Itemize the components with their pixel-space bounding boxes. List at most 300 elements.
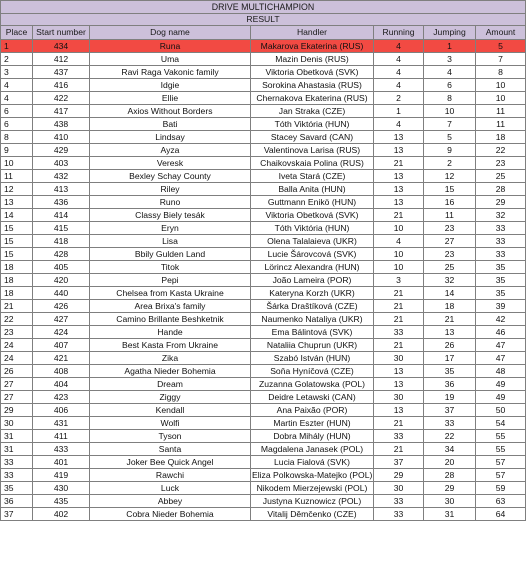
cell-amount: 55 — [476, 443, 526, 456]
cell-start-number: 410 — [33, 131, 90, 144]
cell-amount: 35 — [476, 261, 526, 274]
cell-start-number: 405 — [33, 261, 90, 274]
cell-place: 31 — [1, 430, 33, 443]
table-row — [1, 183, 526, 196]
cell-running: 13 — [374, 170, 424, 183]
cell-start-number: 403 — [33, 157, 90, 170]
cell-jumping: 3 — [424, 53, 476, 66]
cell-handler: Tóth Viktória (HUN) — [251, 222, 374, 235]
cell-jumping: 28 — [424, 469, 476, 482]
cell-amount: 39 — [476, 300, 526, 313]
table-row — [1, 209, 526, 222]
cell-dog-name: Lindsay — [90, 131, 251, 144]
cell-dog-name: Wolfi — [90, 417, 251, 430]
cell-dog-name: Lisa — [90, 235, 251, 248]
cell-dog-name: Ravi Raga Vakonic family — [90, 66, 251, 79]
table-row — [1, 92, 526, 105]
subtitle-row — [1, 14, 526, 26]
table-row — [1, 222, 526, 235]
cell-handler: Magdalena Janasek (POL) — [251, 443, 374, 456]
cell-running: 4 — [374, 235, 424, 248]
cell-jumping: 34 — [424, 443, 476, 456]
cell-amount: 32 — [476, 209, 526, 222]
cell-dog-name: Veresk — [90, 157, 251, 170]
cell-start-number: 430 — [33, 482, 90, 495]
cell-jumping: 17 — [424, 352, 476, 365]
cell-running: 30 — [374, 391, 424, 404]
table-row — [1, 417, 526, 430]
cell-dog-name: Cobra Nieder Bohemia — [90, 508, 251, 521]
cell-amount: 8 — [476, 66, 526, 79]
cell-running: 21 — [374, 443, 424, 456]
cell-jumping: 6 — [424, 79, 476, 92]
cell-handler: Soňa Hyníčová (CZE) — [251, 365, 374, 378]
cell-place: 26 — [1, 365, 33, 378]
table-row — [1, 248, 526, 261]
cell-jumping: 10 — [424, 105, 476, 118]
cell-start-number: 406 — [33, 404, 90, 417]
cell-dog-name: Zika — [90, 352, 251, 365]
cell-dog-name: Dream — [90, 378, 251, 391]
cell-running: 33 — [374, 326, 424, 339]
cell-start-number: 416 — [33, 79, 90, 92]
cell-handler: João Lameira (POR) — [251, 274, 374, 287]
cell-dog-name: Kendall — [90, 404, 251, 417]
cell-handler: Makarova Ekaterina (RUS) — [251, 40, 374, 53]
cell-running: 30 — [374, 482, 424, 495]
cell-running: 13 — [374, 183, 424, 196]
table-row — [1, 508, 526, 521]
cell-jumping: 2 — [424, 157, 476, 170]
cell-running: 4 — [374, 118, 424, 131]
cell-amount: 25 — [476, 170, 526, 183]
cell-dog-name: Riley — [90, 183, 251, 196]
cell-place: 27 — [1, 378, 33, 391]
cell-handler: Lucie Šárovcová (SVK) — [251, 248, 374, 261]
cell-amount: 11 — [476, 105, 526, 118]
cell-place: 8 — [1, 131, 33, 144]
cell-dog-name: Santa — [90, 443, 251, 456]
cell-amount: 11 — [476, 118, 526, 131]
cell-place: 2 — [1, 53, 33, 66]
cell-dog-name: Uma — [90, 53, 251, 66]
cell-start-number: 435 — [33, 495, 90, 508]
cell-amount: 63 — [476, 495, 526, 508]
cell-amount: 57 — [476, 469, 526, 482]
cell-jumping: 36 — [424, 378, 476, 391]
cell-place: 4 — [1, 92, 33, 105]
cell-place: 24 — [1, 339, 33, 352]
cell-place: 23 — [1, 326, 33, 339]
cell-running: 13 — [374, 365, 424, 378]
table-row — [1, 144, 526, 157]
cell-amount: 42 — [476, 313, 526, 326]
cell-place: 1 — [1, 40, 33, 53]
column-header-handler: Handler — [251, 26, 374, 40]
cell-place: 6 — [1, 105, 33, 118]
cell-place: 13 — [1, 196, 33, 209]
sheet-title: DRIVE MULTICHAMPION — [1, 1, 526, 14]
cell-amount: 10 — [476, 92, 526, 105]
cell-start-number: 415 — [33, 222, 90, 235]
cell-start-number: 422 — [33, 92, 90, 105]
cell-dog-name: Camino Brillante Beshketnik — [90, 313, 251, 326]
cell-running: 33 — [374, 508, 424, 521]
table-row — [1, 274, 526, 287]
cell-jumping: 37 — [424, 404, 476, 417]
cell-jumping: 23 — [424, 222, 476, 235]
cell-place: 12 — [1, 183, 33, 196]
cell-jumping: 21 — [424, 313, 476, 326]
title-row — [1, 1, 526, 14]
cell-running: 1 — [374, 105, 424, 118]
cell-amount: 33 — [476, 248, 526, 261]
cell-running: 21 — [374, 417, 424, 430]
cell-running: 33 — [374, 430, 424, 443]
cell-start-number: 421 — [33, 352, 90, 365]
cell-place: 14 — [1, 209, 33, 222]
cell-place: 15 — [1, 222, 33, 235]
cell-handler: Ema Bálintová (SVK) — [251, 326, 374, 339]
cell-handler: Balla Anita (HUN) — [251, 183, 374, 196]
cell-handler: Nikodem Mierzejewski (POL) — [251, 482, 374, 495]
cell-jumping: 12 — [424, 170, 476, 183]
cell-handler: Deidre Letawski (CAN) — [251, 391, 374, 404]
table-row — [1, 79, 526, 92]
cell-handler: Valentinova Larisa (RUS) — [251, 144, 374, 157]
table-row — [1, 391, 526, 404]
cell-place: 15 — [1, 248, 33, 261]
cell-jumping: 14 — [424, 287, 476, 300]
cell-start-number: 423 — [33, 391, 90, 404]
cell-jumping: 20 — [424, 456, 476, 469]
cell-start-number: 426 — [33, 300, 90, 313]
cell-start-number: 438 — [33, 118, 90, 131]
cell-jumping: 30 — [424, 495, 476, 508]
cell-dog-name: Pepi — [90, 274, 251, 287]
table-row — [1, 313, 526, 326]
cell-handler: Justyna Kuznowicz (POL) — [251, 495, 374, 508]
table-row — [1, 430, 526, 443]
cell-running: 4 — [374, 66, 424, 79]
cell-place: 36 — [1, 495, 33, 508]
cell-place: 9 — [1, 144, 33, 157]
cell-dog-name: Chelsea from Kasta Ukraine — [90, 287, 251, 300]
cell-running: 13 — [374, 378, 424, 391]
cell-place: 6 — [1, 118, 33, 131]
cell-running: 13 — [374, 404, 424, 417]
cell-running: 10 — [374, 261, 424, 274]
cell-handler: Naumenko Nataliya (UKR) — [251, 313, 374, 326]
cell-dog-name: Titok — [90, 261, 251, 274]
cell-start-number: 411 — [33, 430, 90, 443]
cell-jumping: 31 — [424, 508, 476, 521]
table-row — [1, 157, 526, 170]
cell-amount: 47 — [476, 339, 526, 352]
cell-amount: 54 — [476, 417, 526, 430]
cell-start-number: 437 — [33, 66, 90, 79]
table-row — [1, 469, 526, 482]
cell-start-number: 407 — [33, 339, 90, 352]
table-row — [1, 300, 526, 313]
table-row — [1, 339, 526, 352]
table-row — [1, 118, 526, 131]
cell-handler: Martin Eszter (HUN) — [251, 417, 374, 430]
cell-amount: 48 — [476, 365, 526, 378]
cell-running: 13 — [374, 144, 424, 157]
cell-place: 37 — [1, 508, 33, 521]
cell-running: 21 — [374, 209, 424, 222]
table-row — [1, 170, 526, 183]
cell-jumping: 26 — [424, 339, 476, 352]
cell-running: 4 — [374, 53, 424, 66]
cell-amount: 59 — [476, 482, 526, 495]
cell-handler: Ana Paixão (POR) — [251, 404, 374, 417]
cell-amount: 10 — [476, 79, 526, 92]
cell-running: 10 — [374, 248, 424, 261]
cell-handler: Nataliia Chuprun (UKR) — [251, 339, 374, 352]
cell-amount: 5 — [476, 40, 526, 53]
cell-handler: Viktoria Obetková (SVK) — [251, 209, 374, 222]
table-row — [1, 365, 526, 378]
table-row — [1, 196, 526, 209]
cell-amount: 55 — [476, 430, 526, 443]
cell-start-number: 428 — [33, 248, 90, 261]
cell-dog-name: Axios Without Borders — [90, 105, 251, 118]
cell-handler: Olena Talalaieva (UKR) — [251, 235, 374, 248]
cell-dog-name: Best Kasta From Ukraine — [90, 339, 251, 352]
cell-handler: Chernakova Ekaterina (RUS) — [251, 92, 374, 105]
results-body — [1, 40, 526, 521]
cell-running: 21 — [374, 287, 424, 300]
cell-start-number: 436 — [33, 196, 90, 209]
cell-amount: 49 — [476, 391, 526, 404]
table-row — [1, 66, 526, 79]
cell-jumping: 27 — [424, 235, 476, 248]
cell-jumping: 29 — [424, 482, 476, 495]
cell-handler: Vitalij Děmčenko (CZE) — [251, 508, 374, 521]
cell-start-number: 408 — [33, 365, 90, 378]
cell-dog-name: Luck — [90, 482, 251, 495]
table-row — [1, 235, 526, 248]
cell-running: 13 — [374, 196, 424, 209]
cell-jumping: 18 — [424, 300, 476, 313]
cell-jumping: 22 — [424, 430, 476, 443]
cell-place: 21 — [1, 300, 33, 313]
cell-amount: 33 — [476, 235, 526, 248]
cell-handler: Lörincz Alexandra (HUN) — [251, 261, 374, 274]
cell-place: 18 — [1, 274, 33, 287]
table-row — [1, 53, 526, 66]
cell-start-number: 417 — [33, 105, 90, 118]
cell-handler: Guttmann Enikö (HUN) — [251, 196, 374, 209]
cell-start-number: 427 — [33, 313, 90, 326]
cell-running: 33 — [374, 495, 424, 508]
cell-handler: Viktoria Obetková (SVK) — [251, 66, 374, 79]
cell-running: 13 — [374, 131, 424, 144]
cell-start-number: 418 — [33, 235, 90, 248]
table-row — [1, 443, 526, 456]
column-header-dog-name: Dog name — [90, 26, 251, 40]
cell-place: 10 — [1, 157, 33, 170]
cell-amount: 57 — [476, 456, 526, 469]
cell-jumping: 9 — [424, 144, 476, 157]
table-row — [1, 352, 526, 365]
cell-start-number: 414 — [33, 209, 90, 222]
cell-start-number: 440 — [33, 287, 90, 300]
table-row — [1, 404, 526, 417]
cell-handler: Sorokina Ahastasia (RUS) — [251, 79, 374, 92]
cell-running: 21 — [374, 339, 424, 352]
cell-handler: Jan Straka (CZE) — [251, 105, 374, 118]
cell-start-number: 412 — [33, 53, 90, 66]
cell-amount: 22 — [476, 144, 526, 157]
cell-dog-name: Abbey — [90, 495, 251, 508]
cell-amount: 33 — [476, 222, 526, 235]
cell-dog-name: Rawchi — [90, 469, 251, 482]
cell-running: 37 — [374, 456, 424, 469]
cell-start-number: 429 — [33, 144, 90, 157]
column-header-jumping: Jumping — [424, 26, 476, 40]
cell-place: 22 — [1, 313, 33, 326]
cell-amount: 35 — [476, 274, 526, 287]
cell-handler: Stacey Savard (CAN) — [251, 131, 374, 144]
cell-place: 24 — [1, 352, 33, 365]
column-header-start-number: Start number — [33, 26, 90, 40]
cell-jumping: 15 — [424, 183, 476, 196]
cell-running: 30 — [374, 352, 424, 365]
cell-amount: 23 — [476, 157, 526, 170]
table-row — [1, 482, 526, 495]
cell-start-number: 434 — [33, 40, 90, 53]
sheet-subtitle: RESULT — [1, 14, 526, 26]
cell-dog-name: Runo — [90, 196, 251, 209]
cell-handler: Iveta Stará (CZE) — [251, 170, 374, 183]
cell-jumping: 11 — [424, 209, 476, 222]
cell-jumping: 32 — [424, 274, 476, 287]
cell-start-number: 402 — [33, 508, 90, 521]
cell-running: 3 — [374, 274, 424, 287]
cell-amount: 18 — [476, 131, 526, 144]
cell-handler: Dobra Mihály (HUN) — [251, 430, 374, 443]
cell-dog-name: Runa — [90, 40, 251, 53]
cell-amount: 47 — [476, 352, 526, 365]
cell-handler: Šárka Draštíková (CZE) — [251, 300, 374, 313]
column-header-running: Running — [374, 26, 424, 40]
cell-amount: 46 — [476, 326, 526, 339]
cell-dog-name: Ziggy — [90, 391, 251, 404]
cell-place: 33 — [1, 469, 33, 482]
table-row — [1, 456, 526, 469]
cell-handler: Tóth Viktória (HUN) — [251, 118, 374, 131]
cell-running: 4 — [374, 79, 424, 92]
cell-place: 18 — [1, 261, 33, 274]
cell-dog-name: Bati — [90, 118, 251, 131]
cell-dog-name: Tyson — [90, 430, 251, 443]
cell-handler: Eliza Polkowska-Matejko (POL) — [252, 470, 373, 480]
cell-dog-name: Classy Biely tesák — [90, 209, 251, 222]
cell-jumping: 35 — [424, 365, 476, 378]
cell-start-number: 413 — [33, 183, 90, 196]
cell-place: 15 — [1, 235, 33, 248]
table-row — [1, 378, 526, 391]
cell-amount: 28 — [476, 183, 526, 196]
cell-running: 4 — [374, 40, 424, 53]
cell-handler: Zuzanna Golatowska (POL) — [251, 378, 374, 391]
cell-place: 29 — [1, 404, 33, 417]
cell-handler: Lucia Fialová (SVK) — [251, 456, 374, 469]
cell-handler: Kateryna Korzh (UKR) — [251, 287, 374, 300]
cell-amount: 50 — [476, 404, 526, 417]
cell-amount: 35 — [476, 287, 526, 300]
cell-running: 10 — [374, 222, 424, 235]
cell-jumping: 23 — [424, 248, 476, 261]
cell-dog-name: Area Brixa's family — [90, 300, 251, 313]
cell-amount: 64 — [476, 508, 526, 521]
cell-start-number: 433 — [33, 443, 90, 456]
cell-start-number: 432 — [33, 170, 90, 183]
cell-place: 4 — [1, 79, 33, 92]
table-row — [1, 326, 526, 339]
column-header-amount: Amount — [476, 26, 526, 40]
cell-jumping: 25 — [424, 261, 476, 274]
cell-place: 33 — [1, 456, 33, 469]
cell-amount: 29 — [476, 196, 526, 209]
cell-dog-name: Ayza — [90, 144, 251, 157]
table-row — [1, 105, 526, 118]
table-row — [1, 261, 526, 274]
cell-place: 11 — [1, 170, 33, 183]
cell-dog-name: Agatha Nieder Bohemia — [90, 365, 251, 378]
cell-place: 27 — [1, 391, 33, 404]
cell-handler: Chaikovskaia Polina (RUS) — [251, 157, 374, 170]
cell-dog-name: Hande — [90, 326, 251, 339]
cell-start-number: 424 — [33, 326, 90, 339]
cell-jumping: 33 — [424, 417, 476, 430]
cell-start-number: 420 — [33, 274, 90, 287]
cell-place: 18 — [1, 287, 33, 300]
cell-running: 21 — [374, 300, 424, 313]
table-row — [1, 40, 526, 53]
cell-dog-name: Eryn — [90, 222, 251, 235]
cell-place: 35 — [1, 482, 33, 495]
cell-dog-name: Idgie — [90, 79, 251, 92]
column-header-place: Place — [1, 26, 33, 40]
cell-place: 31 — [1, 443, 33, 456]
cell-jumping: 8 — [424, 92, 476, 105]
cell-start-number: 419 — [33, 469, 90, 482]
cell-amount: 49 — [476, 378, 526, 391]
cell-jumping: 7 — [424, 118, 476, 131]
cell-amount: 7 — [476, 53, 526, 66]
column-header-row — [1, 26, 526, 40]
cell-jumping: 1 — [424, 40, 476, 53]
cell-running: 21 — [374, 313, 424, 326]
table-row — [1, 495, 526, 508]
cell-running: 2 — [374, 92, 424, 105]
cell-dog-name: Ellie — [90, 92, 251, 105]
cell-jumping: 16 — [424, 196, 476, 209]
cell-handler: Szabó István (HUN) — [251, 352, 374, 365]
table-row — [1, 131, 526, 144]
cell-jumping: 19 — [424, 391, 476, 404]
cell-dog-name: Bbily Gulden Land — [90, 248, 251, 261]
cell-running: 21 — [374, 157, 424, 170]
cell-dog-name: Joker Bee Quick Angel — [90, 456, 251, 469]
cell-dog-name: Bexley Schay County — [90, 170, 251, 183]
cell-jumping: 5 — [424, 131, 476, 144]
cell-jumping: 4 — [424, 66, 476, 79]
